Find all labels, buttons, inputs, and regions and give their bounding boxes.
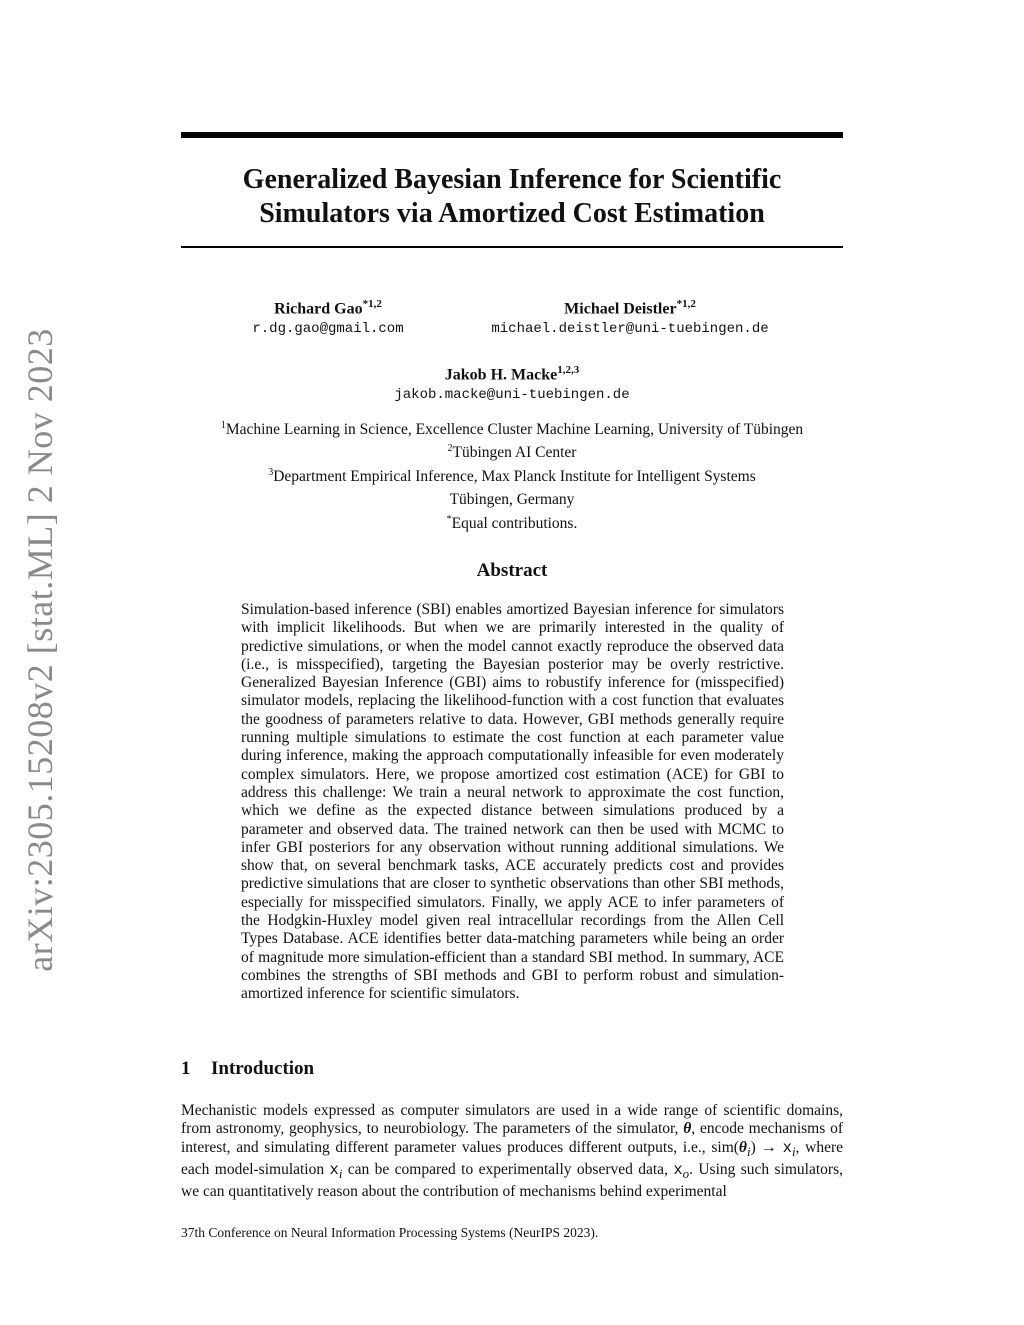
title-line-1: Generalized Bayesian Inference for Scientific [242,164,782,195]
author-affil-marks: 1,2,3 [557,364,580,376]
author-name: Richard Gao$^{*1,2}$ [274,298,382,318]
author-block [362,360,662,405]
introduction-paragraph: Mechanistic models expressed as computer simulators are used in a wide range of scientific domains, from astronomy, geophysics, to neurobiology. The parameters of the simulator, θ, encode mechanisms of interest, and simulating different parameter values produces different outputs, i.e., $sim(\theta_i) \to x_i$, where each model-simulation $x_i$ can be compared to experimentally observed data, $x_o$. Using such simulators, we can quantitatively reason about the contribution of mechanisms behind experimental [181,1102,843,1201]
section-number: 1 [181,1058,191,1079]
section-title: Introduction [211,1058,315,1079]
title-line-2: Simulators via Amortized Cost Estimation [259,198,765,229]
author-email[interactable]: r.dg.gao@gmail.com [252,321,404,338]
affiliations [150,416,874,533]
author-block [470,294,790,339]
author-block [228,294,428,339]
abstract-heading: Abstract [476,560,548,581]
author-email[interactable]: michael.deistler@uni-tuebingen.de [491,321,769,338]
equal-contribution-note: *Equal contributions. [446,513,578,532]
affiliation-line: Tübingen, Germany [449,491,575,509]
author-affil-marks: *1,2 [362,298,382,310]
author-name: Jakob H. Macke$^{1,2,3}$ [444,364,580,384]
author-email[interactable]: jakob.macke@uni-tuebingen.de [394,387,630,404]
author-affil-marks: *1,2 [676,298,696,310]
affiliation-line: $^3$Department Empirical Inference, Max Planck Institute for Intelligent Systems [268,466,756,486]
title-rule-bottom [181,246,843,248]
abstract-body: Simulation-based inference (SBI) enables amortized Bayesian inference for simulators with implicit likelihoods. But when we are primarily interested in the quality of predictive simulations, or when the model cannot exactly reproduce the observed data (i.e., is misspecified), targeting the Bayesian posterior may be overly restrictive. Generalized Bayesian Inference (GBI) aims to robustify inference for (misspecified) simulator models, replacing the likelihood-function with a cost function that evaluates the goodness of parameters relative to data. However, GBI methods generally require running multiple simulations to estimate the cost function at each parameter value during inference, making the approach computationally infeasible for even moderately complex simulators. Here, we propose amortized cost estimation (ACE) for GBI to address this challenge: We train a neural network to approximate the cost function, which we define as the expected distance between simulations produced by a parameter and observed data. The trained network can then be used with MCMC to infer GBI posteriors for any observation without running additional simulations. We show that, on several benchmark tasks, ACE accurately predicts cost and provides predictive simulations that are closer to synthetic observations than other SBI methods, especially for misspecified simulators. Finally, we apply ACE to infer parameters of the Hodgkin-Huxley model given real intracellular recordings from the Allen Cell Types Database. ACE identifies better data-matching parameters while being an order of magnitude more simulation-efficient than a standard SBI method. In summary, ACE combines the strengths of SBI methods and GBI to perform robust and simulation-amortized inference for scientific simulators. [241,601,784,1003]
author-name: Michael Deistler$^{*1,2}$ [564,298,696,318]
paper-title [181,163,843,231]
title-rule-top [181,132,843,138]
arxiv-id[interactable]: arXiv:2305.15208v2 [stat.ML] 2 Nov 2023 [20,328,60,972]
affiliation-line: $^2$Tübingen AI Center [447,443,577,462]
section-heading-introduction [181,1058,843,1080]
conference-footnote: 37th Conference on Neural Information Processing Systems (NeurIPS 2023). [181,1225,599,1240]
affiliation-line: $^1$Machine Learning in Science, Excellence Cluster Machine Learning, University of Tübingen [220,420,804,439]
